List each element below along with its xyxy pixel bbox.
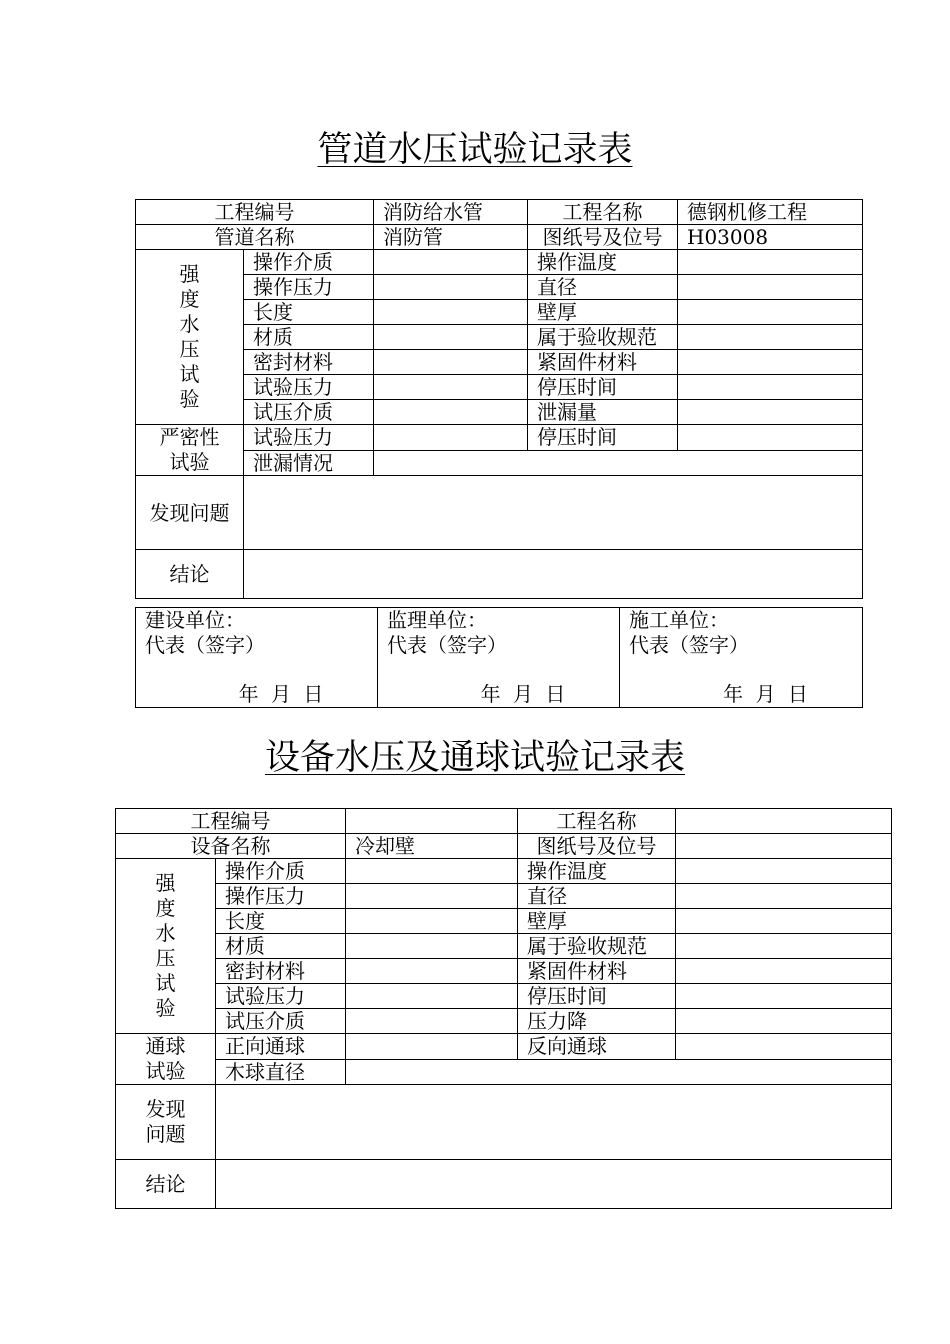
field-label: 试压介质 <box>216 1009 346 1034</box>
pipe-name-value: 消防管 <box>374 225 528 250</box>
field-value[interactable] <box>374 400 528 425</box>
field-value[interactable] <box>346 1009 518 1034</box>
field-label: 操作温度 <box>528 250 678 275</box>
pipe-pressure-test-table <box>135 199 863 599</box>
drawing-no-label: 图纸号及位号 <box>518 834 676 859</box>
project-no-label: 工程编号 <box>136 200 374 225</box>
field-label: 停压时间 <box>528 375 678 400</box>
ball-test-section-label: 通球 试验 <box>116 1034 216 1085</box>
field-value[interactable] <box>374 325 528 350</box>
field-label: 反向通球 <box>518 1034 676 1060</box>
drawing-no-label: 图纸号及位号 <box>528 225 678 250</box>
field-label: 长度 <box>216 909 346 934</box>
field-label: 操作介质 <box>244 250 374 275</box>
conclusion-value[interactable] <box>244 550 863 599</box>
signature-block-owner[interactable]: 建设单位： 代表（签字） 年 月 日 <box>136 608 378 708</box>
problems-value[interactable] <box>244 476 863 550</box>
field-value[interactable] <box>346 934 518 959</box>
field-label: 直径 <box>528 275 678 300</box>
field-value[interactable] <box>678 425 863 451</box>
drawing-no-value: H03008 <box>678 225 863 250</box>
field-value[interactable] <box>676 884 892 909</box>
signature-block-supervisor[interactable]: 监理单位： 代表（签字） 年 月 日 <box>378 608 620 708</box>
field-value[interactable] <box>676 909 892 934</box>
field-label: 试验压力 <box>216 984 346 1009</box>
project-name-label: 工程名称 <box>528 200 678 225</box>
field-label: 壁厚 <box>528 300 678 325</box>
drawing-no-value[interactable] <box>676 834 892 859</box>
project-no-label: 工程编号 <box>116 809 346 834</box>
ball-diameter-value[interactable] <box>346 1059 892 1085</box>
field-value[interactable] <box>346 959 518 984</box>
field-label: 操作压力 <box>216 884 346 909</box>
field-value[interactable] <box>374 375 528 400</box>
strength-test-section-label: 强 度 水 压 试 验 <box>116 859 216 1034</box>
equipment-name-label: 设备名称 <box>116 834 346 859</box>
field-value[interactable] <box>374 425 528 451</box>
field-label: 停压时间 <box>528 425 678 451</box>
field-value[interactable] <box>678 325 863 350</box>
field-label: 木球直径 <box>216 1059 346 1085</box>
form1-title: 管道水压试验记录表 <box>317 130 633 170</box>
field-label: 停压时间 <box>518 984 676 1009</box>
conclusion-value[interactable] <box>216 1160 892 1209</box>
field-label: 壁厚 <box>518 909 676 934</box>
field-value[interactable] <box>678 400 863 425</box>
conclusion-label: 结论 <box>136 550 244 599</box>
signature-block-contractor[interactable]: 施工单位： 代表（签字） 年 月 日 <box>620 608 863 708</box>
field-value[interactable] <box>374 250 528 275</box>
field-value[interactable] <box>346 984 518 1009</box>
field-value[interactable] <box>678 250 863 275</box>
field-label: 密封材料 <box>216 959 346 984</box>
field-label: 操作温度 <box>518 859 676 884</box>
field-label: 操作介质 <box>216 859 346 884</box>
signature-table <box>135 607 863 708</box>
field-label: 紧固件材料 <box>528 350 678 375</box>
field-label: 压力降 <box>518 1009 676 1034</box>
field-value[interactable] <box>676 934 892 959</box>
equipment-pressure-ball-test-table <box>115 808 892 1209</box>
project-no-value: 消防给水管 <box>374 200 528 225</box>
field-value[interactable] <box>676 984 892 1009</box>
pipe-name-label: 管道名称 <box>136 225 374 250</box>
strength-test-section-label: 强 度 水 压 试 验 <box>136 250 244 425</box>
field-value[interactable] <box>678 350 863 375</box>
tightness-test-section-label: 严密性 试验 <box>136 425 244 476</box>
field-value[interactable] <box>678 275 863 300</box>
field-value[interactable] <box>374 300 528 325</box>
problems-label: 发现问题 <box>136 476 244 550</box>
project-name-value: 德钢机修工程 <box>678 200 863 225</box>
field-value[interactable] <box>346 859 518 884</box>
field-label: 试验压力 <box>244 375 374 400</box>
problems-value[interactable] <box>216 1085 892 1160</box>
field-label: 属于验收规范 <box>518 934 676 959</box>
conclusion-label: 结论 <box>116 1160 216 1209</box>
field-value[interactable] <box>374 350 528 375</box>
field-value[interactable] <box>676 859 892 884</box>
field-value[interactable] <box>346 884 518 909</box>
field-value[interactable] <box>676 1009 892 1034</box>
field-value[interactable] <box>676 1034 892 1060</box>
problems-label: 发现 问题 <box>116 1085 216 1160</box>
field-label: 长度 <box>244 300 374 325</box>
field-label: 泄漏情况 <box>244 450 374 476</box>
field-label: 试验压力 <box>244 425 374 451</box>
form2-title: 设备水压及通球试验记录表 <box>264 738 685 778</box>
project-no-value[interactable] <box>346 809 518 834</box>
field-value[interactable] <box>374 275 528 300</box>
field-label: 直径 <box>518 884 676 909</box>
field-label: 正向通球 <box>216 1034 346 1060</box>
project-name-value[interactable] <box>676 809 892 834</box>
field-value[interactable] <box>346 909 518 934</box>
field-label: 密封材料 <box>244 350 374 375</box>
field-label: 试压介质 <box>244 400 374 425</box>
field-label: 材质 <box>216 934 346 959</box>
leak-status-value[interactable] <box>374 450 863 476</box>
field-label: 材质 <box>244 325 374 350</box>
field-label: 属于验收规范 <box>528 325 678 350</box>
project-name-label: 工程名称 <box>518 809 676 834</box>
field-value[interactable] <box>678 300 863 325</box>
equipment-name-value: 冷却壁 <box>346 834 518 859</box>
field-label: 泄漏量 <box>528 400 678 425</box>
field-value[interactable] <box>678 375 863 400</box>
field-value[interactable] <box>346 1034 518 1060</box>
field-label: 操作压力 <box>244 275 374 300</box>
field-label: 紧固件材料 <box>518 959 676 984</box>
field-value[interactable] <box>676 959 892 984</box>
